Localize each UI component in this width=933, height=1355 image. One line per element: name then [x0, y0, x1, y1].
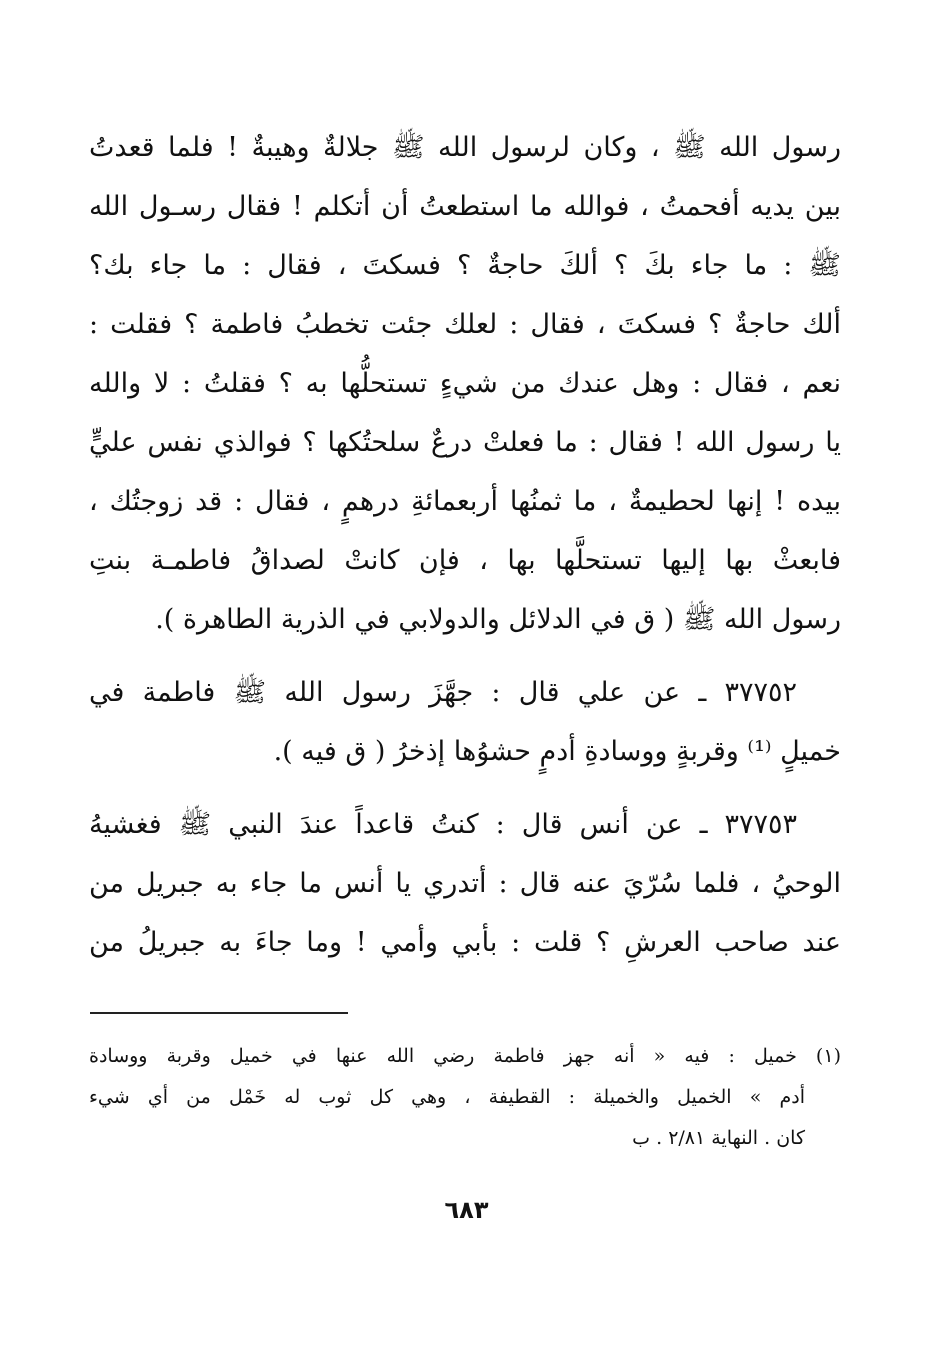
- footnote-divider: [90, 1012, 348, 1014]
- text-line: فابعثْ بها إليها تستحلَّها بها ، فإن كانتْ لصداقُ فاطمـة بنتِ: [89, 545, 841, 576]
- text-line: رسول الله ﷺ ( ق في الدلائل والدولابي في الذرية الطاهرة ).: [155, 604, 841, 635]
- footnote-line: أدم » الخميل والخميلة : القطيفة ، وهي كل ثوب له خَمْل من أي شيء: [89, 1086, 805, 1108]
- text-line: نعم ، فقال : وهل عندك من شيءٍ تستحلُّها به ؟ فقلتُ : لا والله: [89, 368, 841, 399]
- text-line: بيده ! إنها لحطيمةٌ ، ما ثمنُها أربعمائةِ درهمٍ ، فقال : قد زوجتُك ،: [89, 486, 841, 517]
- text-line: يا رسول الله ! فقال : ما فعلتْ درعٌ سلحتُكها ؟ فوالذي نفس عليٍّ: [89, 427, 841, 458]
- text-line: رسول الله ﷺ ، وكان لرسول الله ﷺ جلالةٌ وهيبةٌ ! فلما قعدتُ: [89, 132, 841, 163]
- text-line: ألك حاجةٌ ؟ فسكتَ ، فقال : لعلك جئت تخطبُ فاطمة ؟ فقلت :: [89, 309, 841, 340]
- main-text: [89, 118, 841, 972]
- paragraph-continuation: [89, 118, 841, 649]
- text-line: خميلٍ ⁽¹⁾ وقربةٍ ووسادةِ أدمٍ حشوُها إذخرُ ( ق فيه ).: [273, 736, 841, 767]
- page-number: ٦٨٣: [444, 1196, 489, 1224]
- footnote-line: (١) خميل : فيه « أنه جهز فاطمة رضي الله عنها في خميل وقربة ووسادة: [89, 1045, 841, 1067]
- text-line: ﷺ : ما جاء بكَ ؟ ألكَ حاجةٌ ؟ فسكتَ ، فقال : ما جاء بك؟: [89, 250, 841, 281]
- text-line: ٣٧٧٥٢ ـ عن علي قال : جهَّزَ رسول الله ﷺ فاطمة في: [89, 677, 797, 708]
- footnotes: [89, 1036, 841, 1159]
- text-line: ٣٧٧٥٣ ـ عن أنس قال : كنتُ قاعداً عندَ النبي ﷺ فغشيهُ: [89, 809, 797, 840]
- footnote-line: كان . النهاية ٢/٨١ . ب: [632, 1127, 805, 1149]
- text-line: عند صاحب العرشِ ؟ قلت : بأبي وأمي ! وما جاءَ به جبريلُ من: [89, 927, 841, 958]
- text-line: بين يديه أفحمتُ ، فوالله ما استطعتُ أن أتكلم ! فقال رسـول الله: [89, 191, 841, 222]
- paragraph-hadith-37752: [89, 663, 841, 781]
- text-line: الوحيُ ، فلما سُرّيَ عنه قال : أتدري يا أنس ما جاء به جبريل من: [89, 868, 841, 899]
- paragraph-hadith-37753: [89, 795, 841, 972]
